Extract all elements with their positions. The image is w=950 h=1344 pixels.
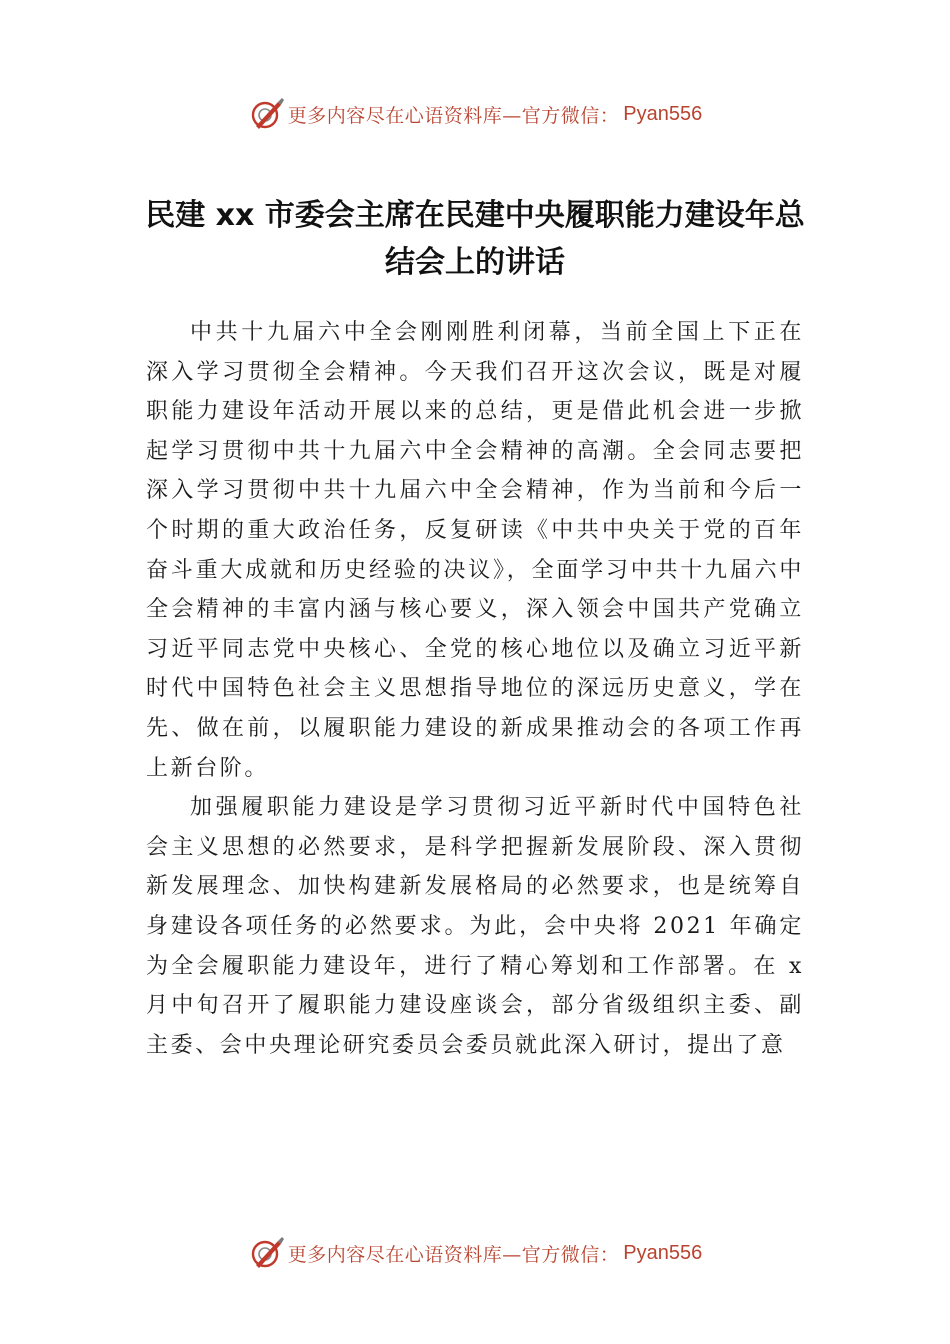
banner-text: 更多内容尽在心语资料库—官方微信：: [287, 104, 620, 127]
paragraph: 中共十九届六中全会刚刚胜利闭幕，当前全国上下正在深入学习贯彻全会精神。今天我们召开这次会议，既是对履职能力建设年活动开展以来的总结，更是借此机会进一步掀起学习贯彻中共十九届六中全会精神的高潮。全会同志要把深入学习贯彻中共十九届六中全会精神，作为当前和今后一个时期的重大政治任务，反复研读《中共中央关于党的百年奋斗重大成就和历史经验的决议》，全面学习中共十九届六中全会精神的丰富内涵与核心要义，深入领会中国共产党确立习近平同志党中央核心、全党的核心地位以及确立习近平新时代中国特色社会主义思想指导地位的深远历史意义，学在先、做在前，以履职能力建设的新成果推动会的各项工作再上新台阶。: [146, 320, 804, 781]
wechat-handle: Pyan556: [623, 102, 703, 125]
wechat-handle: Pyan556: [623, 1241, 703, 1264]
header-banner: [0, 94, 950, 134]
footer-banner: [0, 1233, 950, 1273]
pen-seal-logo-icon: [248, 96, 284, 132]
pen-seal-logo-icon: [248, 1235, 284, 1271]
document-body: [146, 313, 804, 1065]
banner-text: 更多内容尽在心语资料库—官方微信：: [287, 1243, 620, 1266]
paragraph: 加强履职能力建设是学习贯彻习近平新时代中国特色社会主义思想的必然要求，是科学把握新发展阶段、深入贯彻新发展理念、加快构建新发展格局的必然要求，也是统筹自身建设各项任务的必然要求。为此，会中央将 2021 年确定为全会履职能力建设年，进行了精心筹划和工作部署。在 x 月中旬召开了履职能力建设座谈会，部分省级组织主委、副主委、会中央理论研究委员会委员就此深入研讨，提出了意: [146, 795, 804, 1058]
document-title: 民建 xx 市委会主席在民建中央履职能力建设年总结会上的讲话: [145, 198, 805, 280]
